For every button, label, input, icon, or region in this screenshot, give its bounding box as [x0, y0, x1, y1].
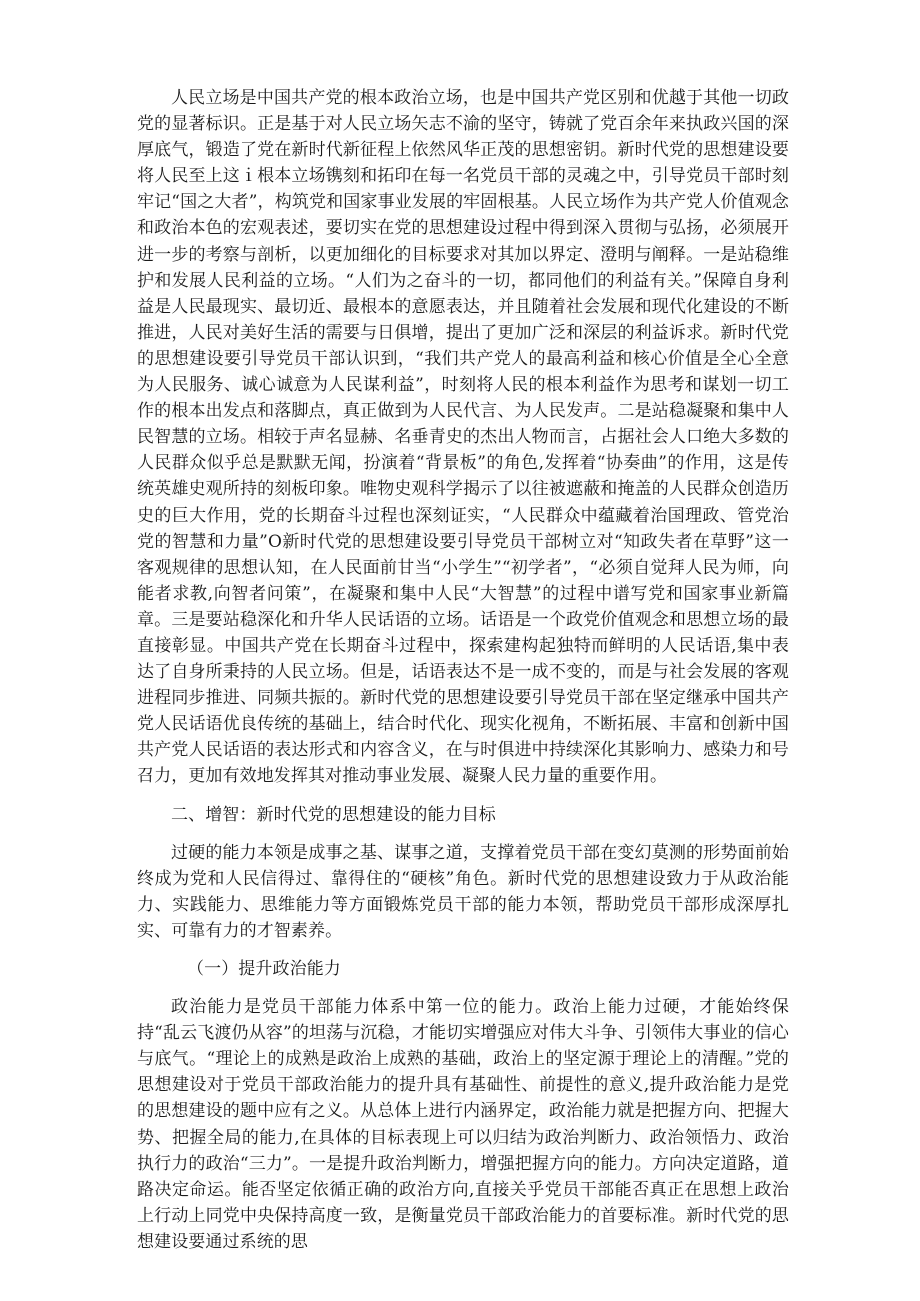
subsection-heading-political-ability: （一）提升政治能力 — [187, 959, 341, 979]
document-body — [137, 85, 789, 1255]
paragraph-ability-intro: 过硬的能力本领是成事之基、谋事之道，支撑着党员干部在变幻莫测的形势面前始终成为党和人民信得过、靠得住的“硬核”角色。新时代党的思想建设致力于从政治能力、实践能力、思维能力等方面锻炼党员干部的能力本领，帮助党员干部形成深厚扎实、可靠有力的才智素养。 — [137, 842, 789, 941]
paragraph-people-stance: 人民立场是中国共产党的根本政治立场，也是中国共产党区别和优越于其他一切政党的显著标识。正是基于对人民立场矢志不渝的坚守，铸就了党百余年来执政兴国的深厚底气，锻造了党在新时代新征程上依然风华正茂的思想密钥。新时代党的思想建设要将人民至上这ｉ根本立场镌刻和拓印在每一名党员干部的灵魂之中，引导党员干部时刻牢记“国之大者”，构筑党和国家事业发展的牢固根基。人民立场作为共产党人价值观念和政治本色的宏观表述，要切实在党的思想建设过程中得到深入贯彻与弘扬，必须展开进一步的考察与剖析，以更加细化的目标要求对其加以界定、澄明与阐释。一是站稳维护和发展人民利益的立场。“人们为之奋斗的一切，都同他们的利益有关。”保障自身利益是人民最现实、最切近、最根本的意愿表达，并且随着社会发展和现代化建设的不断推进，人民对美好生活的需要与日俱增，提出了更加广泛和深层的利益诉求。新时代党的思想建设要引导党员干部认识到，“我们共产党人的最高利益和核心价值是全心全意为人民服务、诚心诚意为人民谋利益”，时刻将人民的根本利益作为思考和谋划一切工作的根本出发点和落脚点，真正做到为人民代言、为人民发声。二是站稳凝聚和集中人民智慧的立场。相较于声名显赫、名垂青史的杰出人物而言，占据社会人口绝大多数的人民群众似乎总是默默无闻，扮演着“背景板”的角色,发挥着“协奏曲”的作用，这是传统英雄史观所持的刻板印象。唯物史观科学揭示了以往被遮蔽和掩盖的人民群众创造历史的巨大作用，党的长期奋斗过程也深刻证实，“人民群众中蕴藏着治国理政、管党治党的智慧和力量”O新时代党的思想建设要引导党员干部树立对“知政失者在草野”这一客观规律的思想认知，在人民面前甘当“小学生”“初学者”，“必须自觉拜人民为师，向能者求教,向智者问策”，在凝聚和集中人民“大智慧”的过程中谱写党和国家事业新篇章。三是要站稳深化和升华人民话语的立场。话语是一个政党价值观念和思想立场的最直接彰显。中国共产党在长期奋斗过程中，探索建构起独特而鲜明的人民话语,集中表达了自身所秉持的人民立场。但是，话语表达不是一成不变的，而是与社会发展的客观进程同步推进、同频共振的。新时代党的思想建设要引导党员干部在坚定继承中国共产党人民话语优良传统的基础上，结合时代化、现实化视角，不断拓展、丰富和创新中国共产党人民话语的表达形式和内容含义，在与时俱进中持续深化其影响力、感染力和号召力，更加有效地发挥其对推动事业发展、凝聚人民力量的重要作用。 — [137, 88, 789, 787]
paragraph-political-ability: 政治能力是党员干部能力体系中第一位的能力。政治上能力过硬，才能始终保持“乱云飞渡仍从容”的坦荡与沉稳，才能切实增强应对伟大斗争、引领伟大事业的信心与底气。“理论上的成熟是政治上成熟的基础，政治上的坚定源于理论上的清醒。”党的思想建设对于党员干部政治能力的提升具有基础性、前提性的意义,提升政治能力是党的思想建设的题中应有之义。从总体上进行内涵界定，政治能力就是把握方向、把握大势、把握全局的能力,在具体的目标表现上可以归结为政治判断力、政治领悟力、政治执行力的政治“三力”。一是提升政治判断力，增强把握方向的能力。方向决定道路，道路决定命运。能否坚定依循正确的政治方向,直接关乎党员干部能否真正在思想上政治上行动上同党中央保持高度一致，是衡量党员干部政治能力的首要标准。新时代党的思想建设要通过系统的思 — [137, 997, 789, 1252]
section-heading-ability-goals: 二、增智：新时代党的思想建设的能力目标 — [171, 804, 496, 825]
